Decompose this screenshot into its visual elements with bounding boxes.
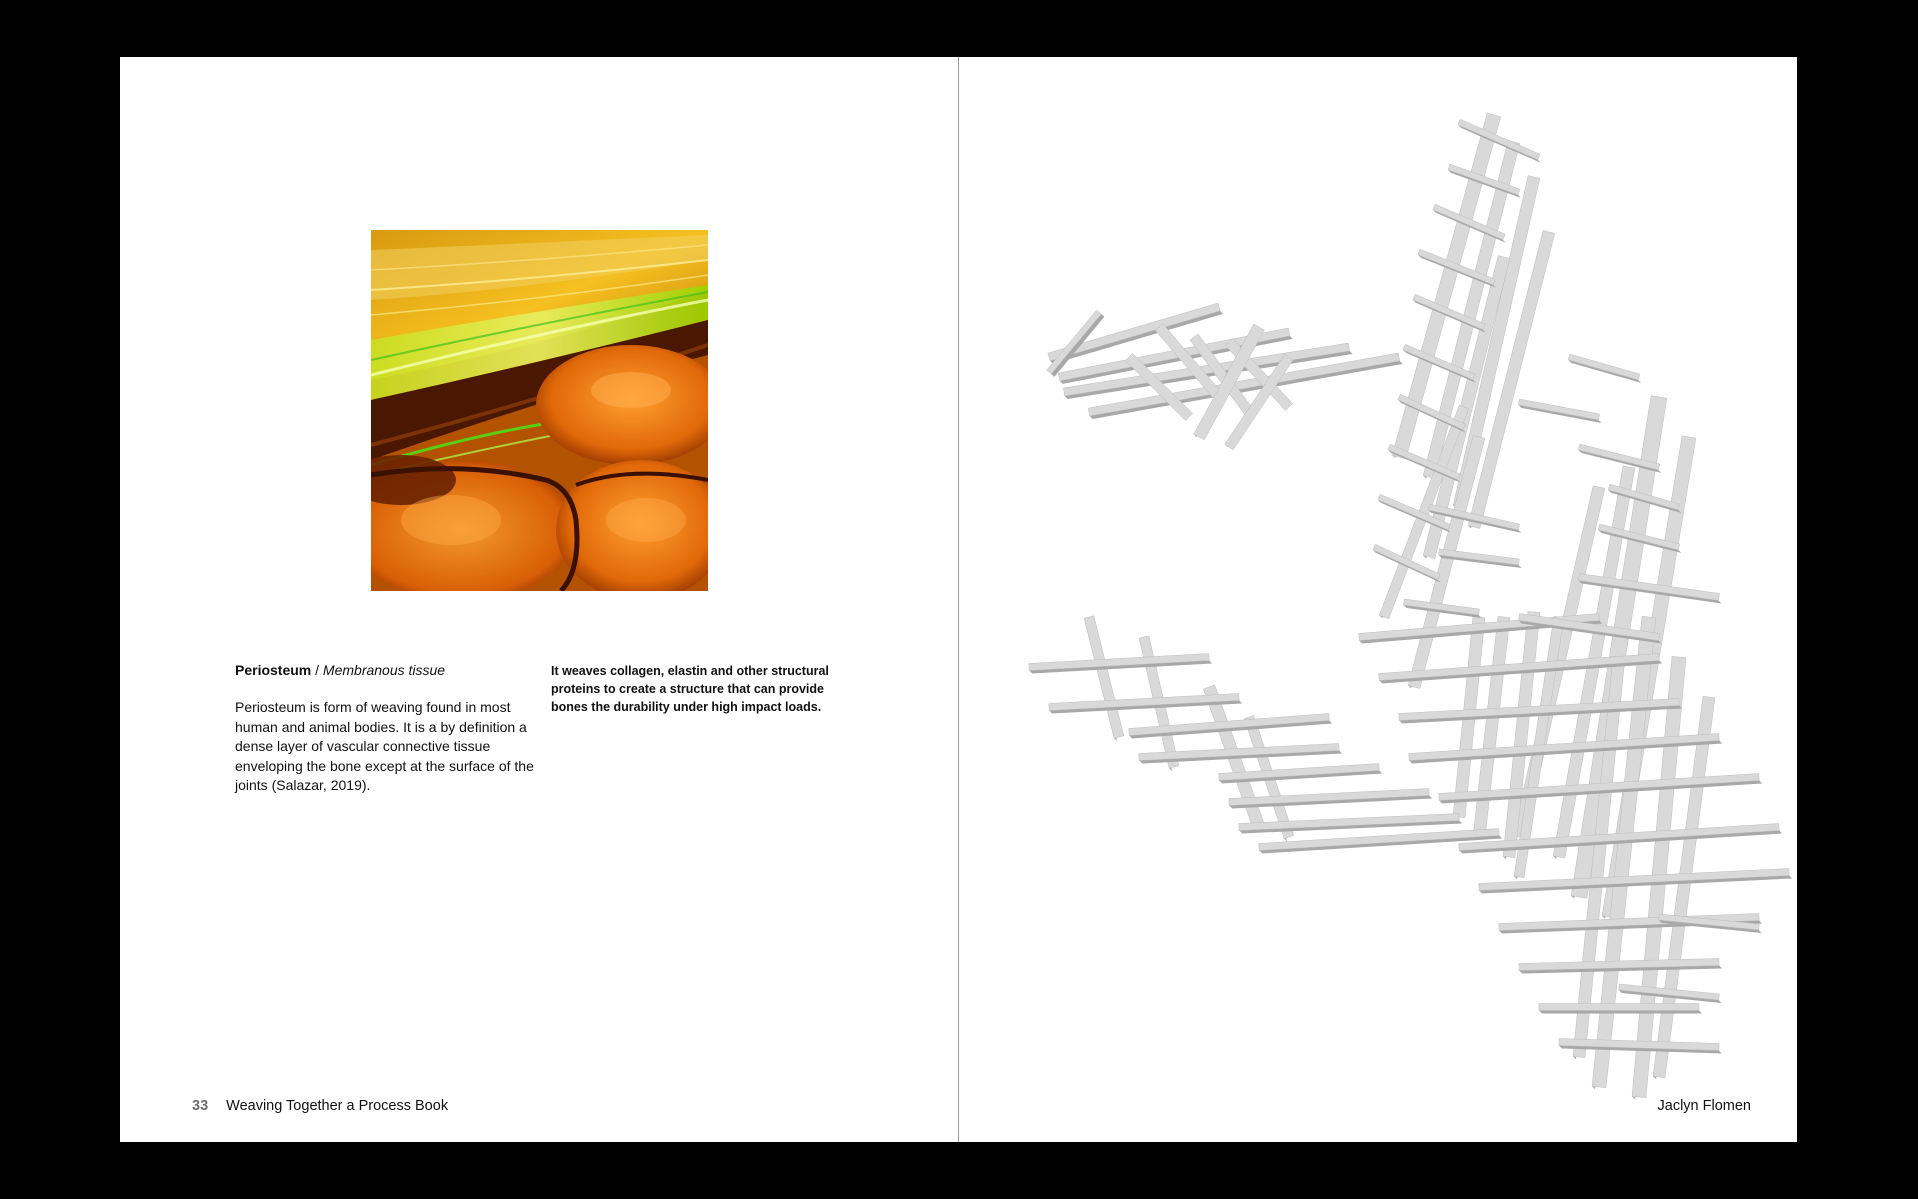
periosteum-image xyxy=(371,230,708,591)
caption-subtitle: Membranous tissue xyxy=(322,662,446,678)
author-name: Jaclyn Flomen xyxy=(1657,1098,1751,1114)
caption-separator: / xyxy=(311,662,323,678)
caption-column xyxy=(235,662,535,796)
page-number: 33 xyxy=(192,1098,209,1114)
lattice-stick-side xyxy=(1539,1011,1702,1014)
lattice-stick xyxy=(1568,354,1640,380)
caption-title xyxy=(235,662,535,678)
left-footer xyxy=(192,1098,448,1114)
side-note: It weaves collagen, elastin and other structural proteins to create a structure that can provide bones the durability under high impact loads. xyxy=(551,664,829,714)
woven-lattice-render xyxy=(959,57,1797,1142)
right-page xyxy=(959,57,1797,1142)
book-title: Weaving Together a Process Book xyxy=(226,1098,449,1114)
left-page xyxy=(120,57,958,1142)
lattice-stick xyxy=(1084,616,1124,738)
book-spread xyxy=(120,57,1797,1142)
lattice-stick xyxy=(1458,119,1540,159)
body-paragraph: Periosteum is form of weaving found in most human and animal bodies. It is a by definition a dense layer of vascular connective tissue enveloping the bone except at the surface of the joints (Salazar, 2019). xyxy=(235,699,534,793)
caption-term: Periosteum xyxy=(235,662,312,678)
lattice-stick xyxy=(1539,1004,1699,1011)
